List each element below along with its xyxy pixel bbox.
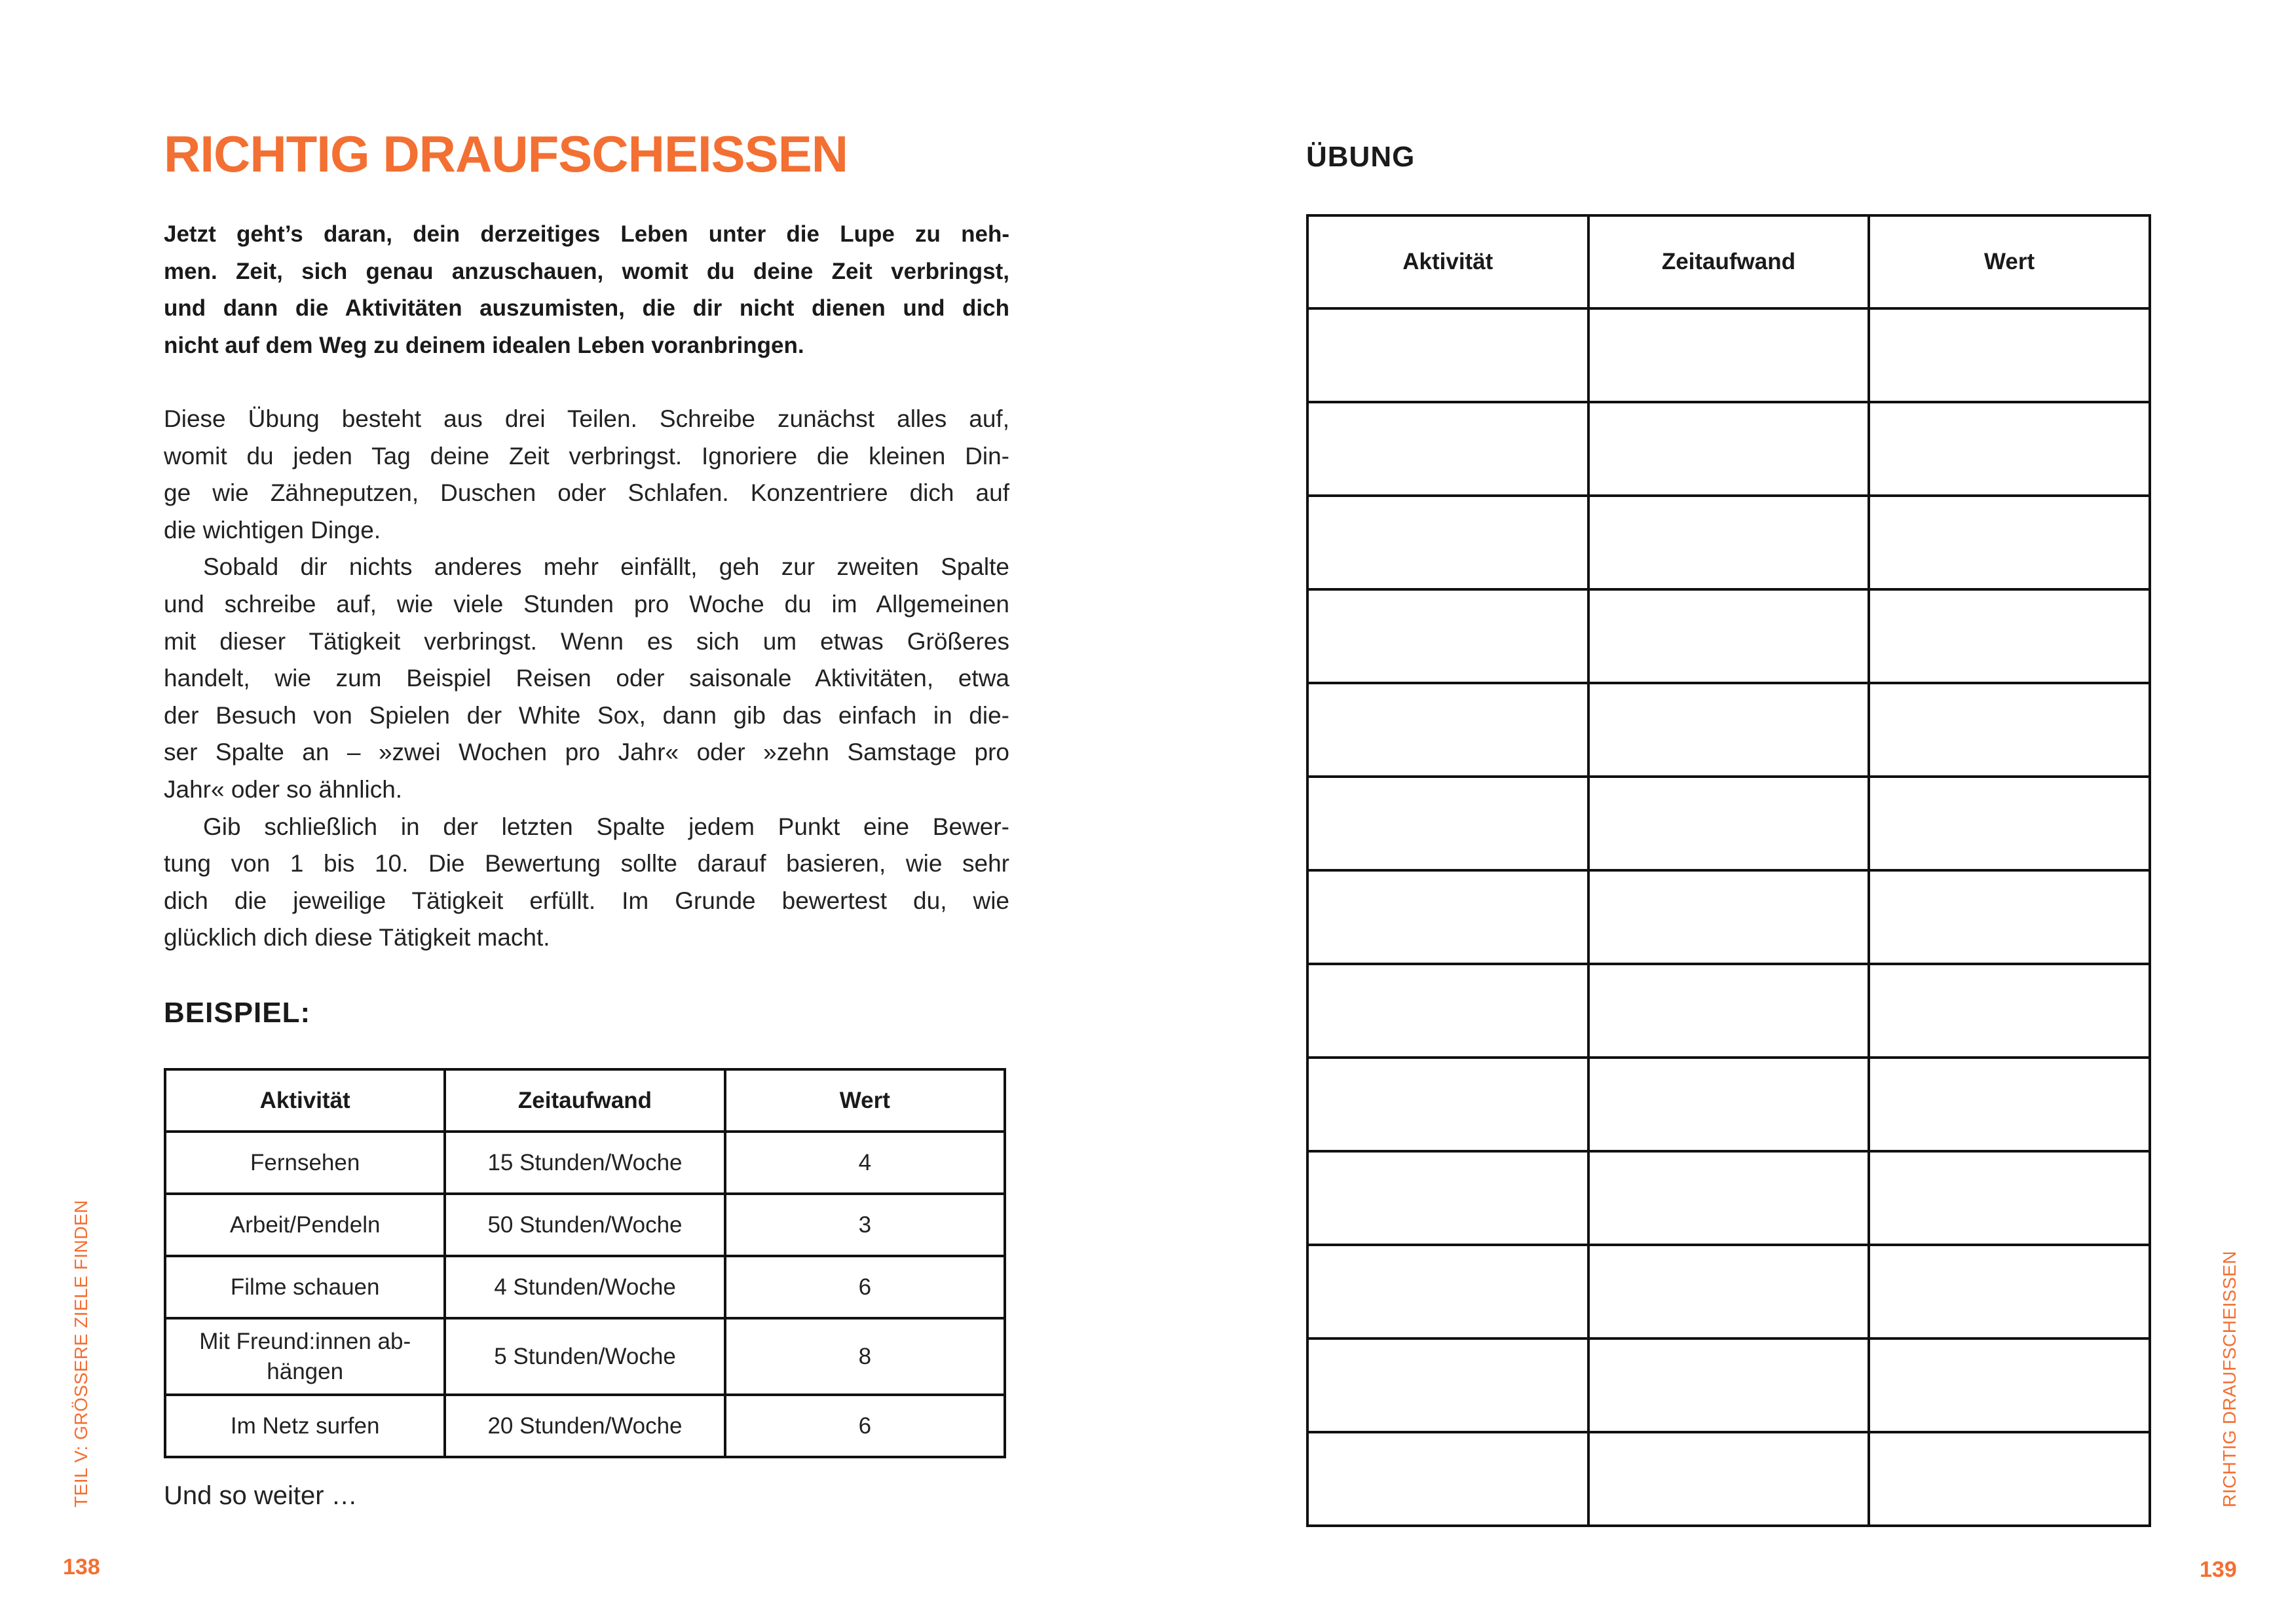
cell-value[interactable]: [1869, 964, 2150, 1058]
worksheet-row: [1307, 1338, 2150, 1432]
closing-text: Und so weiter …: [164, 1481, 358, 1510]
intro-line: men. Zeit, sich genau anzuschauen, womit du deine Zeit verbringst,: [164, 258, 1009, 284]
cell-activity[interactable]: [1307, 308, 1588, 402]
cell-time[interactable]: [1588, 1058, 1869, 1151]
cell-activity[interactable]: [1307, 402, 1588, 496]
cell-value[interactable]: [1869, 589, 2150, 683]
cell-time[interactable]: [1588, 1432, 1869, 1526]
cell-value[interactable]: [1869, 1245, 2150, 1338]
cell-activity: Filme schauen: [165, 1256, 445, 1318]
table-row: [165, 1194, 1005, 1256]
worksheet-table: [1306, 214, 2151, 1527]
cell-activity[interactable]: [1307, 964, 1588, 1058]
cell-activity[interactable]: [1307, 683, 1588, 777]
table-row: [165, 1318, 1005, 1395]
cell-time: 20 Stunden/Woche: [445, 1395, 724, 1457]
cell-time[interactable]: [1588, 964, 1869, 1058]
cell-value[interactable]: [1869, 1432, 2150, 1526]
table-row: [165, 1132, 1005, 1194]
cell-activity[interactable]: [1307, 496, 1588, 589]
cell-time: 50 Stunden/Woche: [445, 1194, 724, 1256]
cell-time[interactable]: [1588, 683, 1869, 777]
worksheet-row: [1307, 777, 2150, 870]
exercise-heading: ÜBUNG: [1306, 141, 1416, 173]
cell-value[interactable]: [1869, 1338, 2150, 1432]
cell-time[interactable]: [1588, 496, 1869, 589]
paragraph-line: ser Spalte an – »zwei Wochen pro Jahr« oder »zehn Samstage pro: [164, 739, 1009, 766]
cell-value: 3: [725, 1194, 1005, 1256]
cell-value[interactable]: [1869, 402, 2150, 496]
example-table: [164, 1068, 1006, 1458]
paragraph-line: und schreibe auf, wie viele Stunden pro Woche du im Allgemeinen: [164, 590, 1009, 618]
worksheet-row: [1307, 1058, 2150, 1151]
page-number-left: 138: [63, 1555, 100, 1579]
cell-time[interactable]: [1588, 870, 1869, 964]
cell-time: 5 Stunden/Woche: [445, 1318, 724, 1395]
table-header-row: [165, 1069, 1005, 1132]
cell-time[interactable]: [1588, 308, 1869, 402]
paragraph-line: mit dieser Tätigkeit verbringst. Wenn es sich um etwas Größeres: [164, 627, 1009, 655]
page-number-right: 139: [2200, 1557, 2237, 1582]
chapter-side-label: TEIL V: GRÖSSERE ZIELE FINDEN: [71, 1200, 91, 1507]
paragraph-line: Sobald dir nichts anderes mehr einfällt, geh zur zweiten Spalte: [203, 553, 1009, 581]
worksheet-row: [1307, 308, 2150, 402]
paragraph-line: dich die jeweilige Tätigkeit erfüllt. Im Grunde bewertest du, wie: [164, 887, 1009, 914]
cell-value: 4: [725, 1132, 1005, 1194]
body-text: [164, 401, 1009, 957]
intro-paragraph: [164, 216, 1009, 364]
paragraph-line: Diese Übung besteht aus drei Teilen. Schreibe zunächst alles auf,: [164, 405, 1009, 432]
cell-activity: Mit Freund:innen ab- hängen: [165, 1318, 445, 1395]
paragraph-line: der Besuch von Spielen der White Sox, dann gib das einfach in die-: [164, 701, 1009, 729]
cell-time[interactable]: [1588, 777, 1869, 870]
worksheet-row: [1307, 1245, 2150, 1338]
cell-activity[interactable]: [1307, 1058, 1588, 1151]
cell-activity[interactable]: [1307, 1151, 1588, 1245]
cell-time: 15 Stunden/Woche: [445, 1132, 724, 1194]
paragraph-line: Gib schließlich in der letzten Spalte jedem Punkt eine Bewer-: [203, 813, 1009, 840]
paragraph-line: tung von 1 bis 10. Die Bewertung sollte darauf basieren, wie sehr: [164, 850, 1009, 877]
cell-time[interactable]: [1588, 589, 1869, 683]
section-side-label: RICHTIG DRAUFSCHEISSEN: [2219, 1250, 2240, 1507]
cell-time: 4 Stunden/Woche: [445, 1256, 724, 1318]
header-time: Zeitaufwand: [445, 1069, 724, 1132]
paragraph: [164, 809, 1009, 957]
page-title: RICHTIG DRAUFSCHEISSEN: [164, 125, 848, 183]
example-heading: BEISPIEL:: [164, 997, 311, 1029]
worksheet-row: [1307, 496, 2150, 589]
table-header-row: [1307, 215, 2150, 308]
cell-activity[interactable]: [1307, 1338, 1588, 1432]
header-activity: Aktivität: [1307, 215, 1588, 308]
table-row: [165, 1256, 1005, 1318]
cell-activity: Arbeit/Pendeln: [165, 1194, 445, 1256]
cell-value: 6: [725, 1256, 1005, 1318]
paragraph: [164, 549, 1009, 808]
cell-time[interactable]: [1588, 1151, 1869, 1245]
cell-time[interactable]: [1588, 1245, 1869, 1338]
paragraph-line: die wichtigen Dinge.: [164, 516, 381, 544]
cell-time[interactable]: [1588, 1338, 1869, 1432]
worksheet-row: [1307, 870, 2150, 964]
header-value: Wert: [1869, 215, 2150, 308]
cell-activity[interactable]: [1307, 589, 1588, 683]
header-time: Zeitaufwand: [1588, 215, 1869, 308]
worksheet-row: [1307, 964, 2150, 1058]
header-value: Wert: [725, 1069, 1005, 1132]
cell-activity: Fernsehen: [165, 1132, 445, 1194]
paragraph-line: Jahr« oder so ähnlich.: [164, 775, 403, 803]
header-activity: Aktivität: [165, 1069, 445, 1132]
worksheet-row: [1307, 402, 2150, 496]
cell-value: 6: [725, 1395, 1005, 1457]
cell-value[interactable]: [1869, 870, 2150, 964]
paragraph: [164, 401, 1009, 549]
cell-value: 8: [725, 1318, 1005, 1395]
paragraph-line: womit du jeden Tag deine Zeit verbringst. Ignoriere die kleinen Din-: [164, 442, 1009, 470]
cell-activity[interactable]: [1307, 1245, 1588, 1338]
cell-value[interactable]: [1869, 777, 2150, 870]
cell-activity: Im Netz surfen: [165, 1395, 445, 1457]
table-row: [165, 1395, 1005, 1457]
cell-activity[interactable]: [1307, 1432, 1588, 1526]
cell-time[interactable]: [1588, 402, 1869, 496]
worksheet-row: [1307, 1151, 2150, 1245]
paragraph-line: handelt, wie zum Beispiel Reisen oder saisonale Aktivitäten, etwa: [164, 665, 1009, 692]
cell-value[interactable]: [1869, 308, 2150, 402]
paragraph-line: glücklich dich diese Tätigkeit macht.: [164, 924, 550, 951]
intro-line: nicht auf dem Weg zu deinem idealen Leben voranbringen.: [164, 332, 804, 358]
cell-value[interactable]: [1869, 683, 2150, 777]
intro-line: und dann die Aktivitäten auszumisten, die dir nicht dienen und dich: [164, 295, 1009, 321]
worksheet-row: [1307, 683, 2150, 777]
cell-activity[interactable]: [1307, 777, 1588, 870]
intro-line: Jetzt geht’s daran, dein derzeitiges Leben unter die Lupe zu neh-: [164, 221, 1009, 247]
cell-value[interactable]: [1869, 1058, 2150, 1151]
worksheet-row: [1307, 1432, 2150, 1526]
worksheet-row: [1307, 589, 2150, 683]
cell-activity[interactable]: [1307, 870, 1588, 964]
cell-value[interactable]: [1869, 1151, 2150, 1245]
paragraph-line: ge wie Zähneputzen, Duschen oder Schlafen. Konzentriere dich auf: [164, 479, 1009, 507]
cell-value[interactable]: [1869, 496, 2150, 589]
